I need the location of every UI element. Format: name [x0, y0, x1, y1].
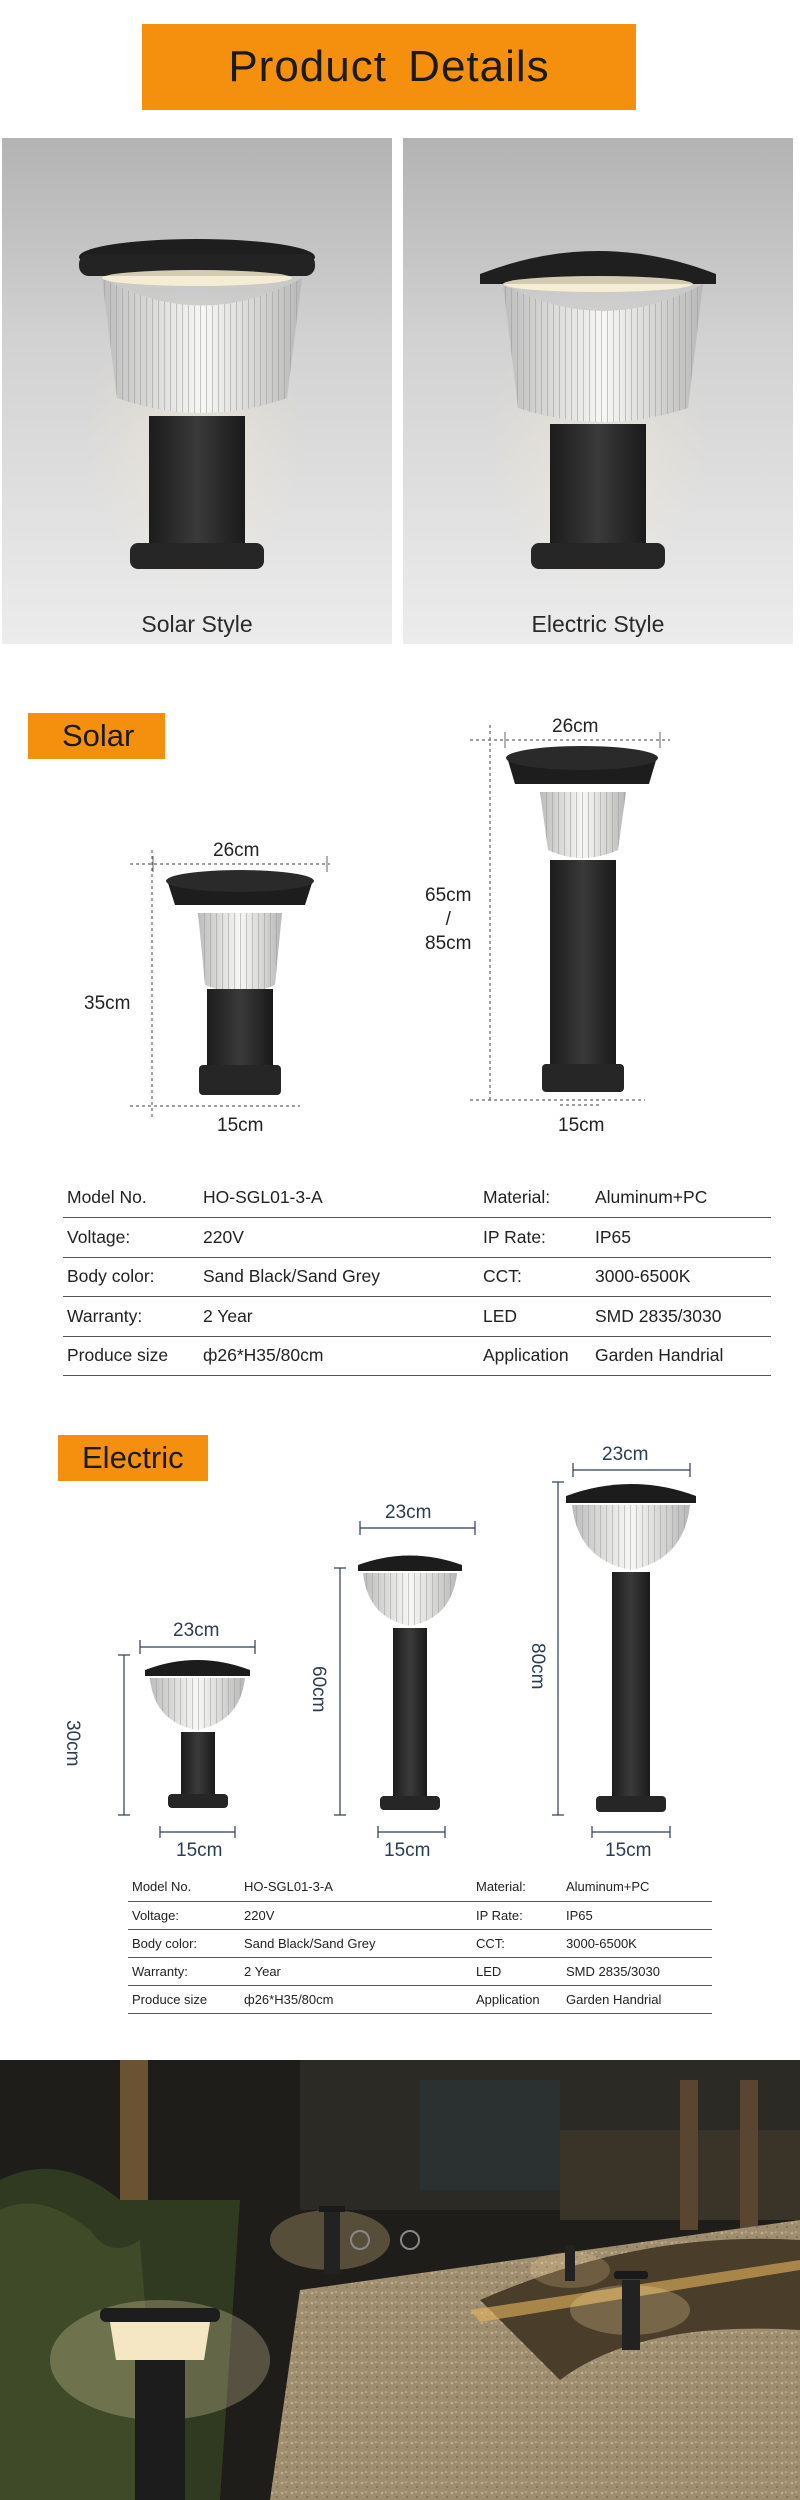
spec-label: Application	[472, 1985, 562, 2013]
spec-label: Warranty:	[128, 1957, 240, 1985]
spec-row	[128, 1873, 712, 1901]
spec-label: Model No.	[63, 1178, 199, 1218]
electric-medium-height: 60cm	[308, 1666, 329, 1713]
electric-section-label: Electric	[82, 1440, 184, 1475]
solar-small-width: 26cm	[213, 840, 260, 861]
spec-value: Aluminum+PC	[562, 1873, 712, 1901]
spec-value: 2 Year	[240, 1957, 472, 1985]
spec-value: ф26*H35/80cm	[199, 1336, 479, 1376]
spec-label: CCT:	[472, 1929, 562, 1957]
spec-label: Material:	[479, 1178, 591, 1218]
spec-value: Garden Handrial	[591, 1336, 771, 1376]
electric-tall-lamp	[566, 1484, 696, 1812]
electric-short-height: 30cm	[62, 1720, 83, 1767]
spec-row	[63, 1218, 771, 1258]
electric-medium-width: 23cm	[385, 1502, 432, 1523]
electric-spec-table	[128, 1873, 712, 2014]
solar-lamp-image	[2, 138, 392, 644]
solar-tall-base: 15cm	[558, 1115, 605, 1136]
spec-value: IP65	[562, 1901, 712, 1929]
solar-small-lamp	[130, 850, 330, 1120]
spec-label: Voltage:	[63, 1218, 199, 1258]
electric-short-base: 15cm	[176, 1840, 223, 1861]
spec-row	[63, 1178, 771, 1218]
page-title-banner	[142, 24, 636, 110]
spec-value: SMD 2835/3030	[591, 1297, 771, 1337]
solar-tall-lamp	[470, 725, 670, 1105]
spec-row	[63, 1297, 771, 1337]
spec-row	[63, 1336, 771, 1376]
electric-tall-base: 15cm	[605, 1840, 652, 1861]
spec-label: Voltage:	[128, 1901, 240, 1929]
electric-medium-lamp	[358, 1556, 462, 1811]
spec-value: 2 Year	[199, 1297, 479, 1337]
solar-style-photo	[2, 138, 392, 644]
electric-style-photo	[403, 138, 793, 644]
spec-row	[63, 1257, 771, 1297]
spec-label: Produce size	[128, 1985, 240, 2013]
spec-value: 3000-6500K	[562, 1929, 712, 1957]
spec-value: Sand Black/Sand Grey	[240, 1929, 472, 1957]
spec-value: Sand Black/Sand Grey	[199, 1257, 479, 1297]
garden-scene-photo	[0, 2060, 800, 2500]
solar-spec-table	[63, 1178, 771, 1376]
spec-row	[128, 1985, 712, 2013]
electric-short-lamp	[145, 1660, 250, 1808]
solar-tall-width: 26cm	[552, 716, 599, 737]
solar-tall-height: 65cm / 85cm	[425, 885, 472, 954]
electric-tall-height: 80cm	[527, 1643, 548, 1690]
spec-value: HO-SGL01-3-A	[199, 1178, 479, 1218]
page-title: Product Details	[228, 42, 550, 91]
electric-tall-width: 23cm	[602, 1444, 649, 1465]
spec-value: SMD 2835/3030	[562, 1957, 712, 1985]
spec-label: Material:	[472, 1873, 562, 1901]
electric-style-caption: Electric Style	[531, 611, 665, 637]
spec-value: 220V	[199, 1218, 479, 1258]
spec-value: HO-SGL01-3-A	[240, 1873, 472, 1901]
solar-small-height: 35cm	[84, 993, 131, 1014]
solar-style-caption: Solar Style	[141, 611, 253, 637]
spec-value: 3000-6500K	[591, 1257, 771, 1297]
solar-small-base: 15cm	[217, 1115, 264, 1136]
spec-label: LED	[472, 1957, 562, 1985]
spec-label: IP Rate:	[472, 1901, 562, 1929]
spec-row	[128, 1957, 712, 1985]
spec-label: Body color:	[128, 1929, 240, 1957]
electric-medium-base: 15cm	[384, 1840, 431, 1861]
spec-value: Aluminum+PC	[591, 1178, 771, 1218]
spec-label: Warranty:	[63, 1297, 199, 1337]
electric-short-width: 23cm	[173, 1620, 220, 1641]
garden-scene-image	[0, 2060, 800, 2500]
spec-label: CCT:	[479, 1257, 591, 1297]
spec-value: 220V	[240, 1901, 472, 1929]
spec-label: Body color:	[63, 1257, 199, 1297]
spec-row	[128, 1929, 712, 1957]
spec-label: LED	[479, 1297, 591, 1337]
spec-value: ф26*H35/80cm	[240, 1985, 472, 2013]
spec-label: IP Rate:	[479, 1218, 591, 1258]
spec-row	[128, 1901, 712, 1929]
spec-label: Application	[479, 1336, 591, 1376]
spec-label: Produce size	[63, 1336, 199, 1376]
spec-value: Garden Handrial	[562, 1985, 712, 2013]
spec-value: IP65	[591, 1218, 771, 1258]
electric-lamp-image	[403, 138, 793, 644]
spec-label: Model No.	[128, 1873, 240, 1901]
solar-section-label: Solar	[62, 718, 135, 753]
solar-dimension-drawing	[0, 700, 800, 1170]
